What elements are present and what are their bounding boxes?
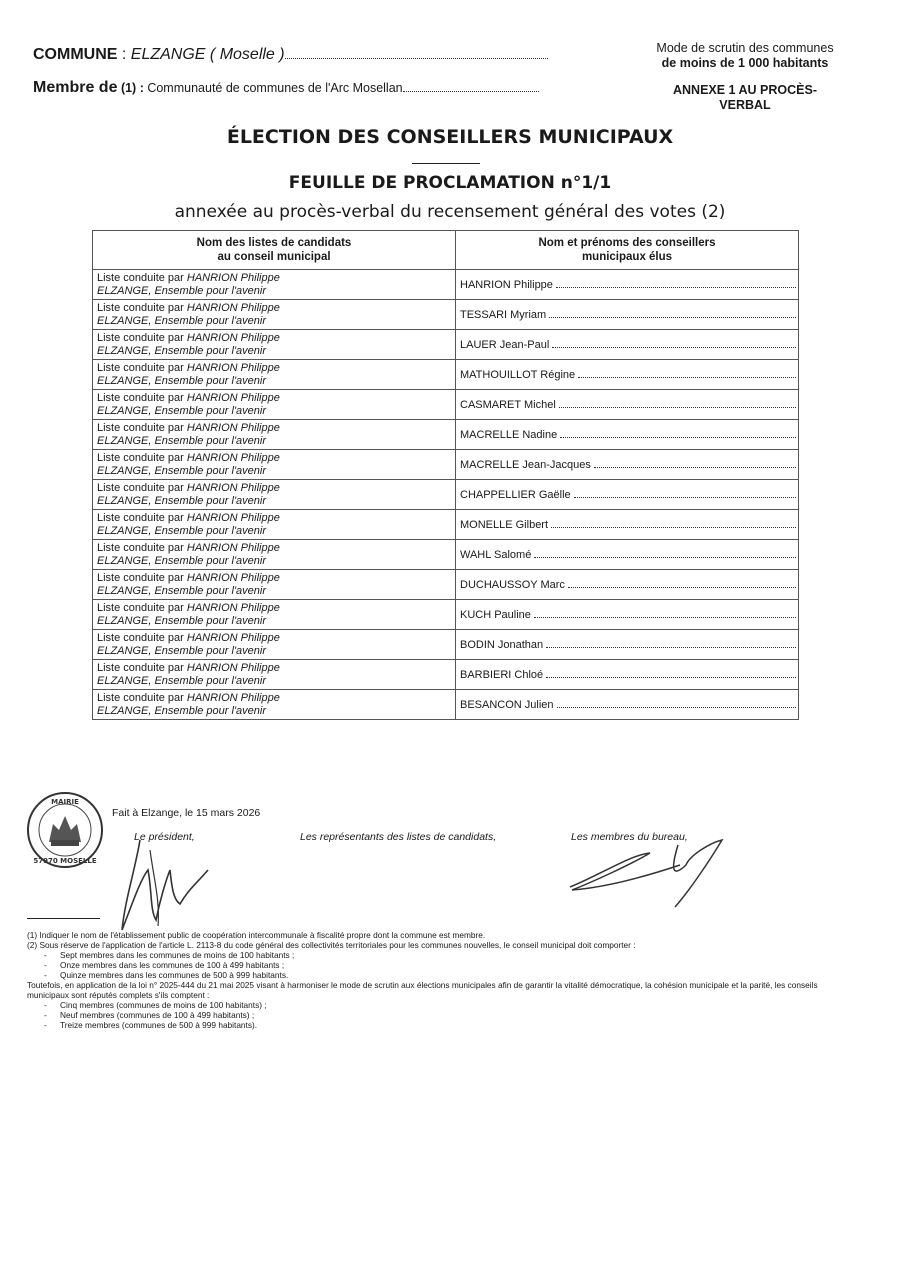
commune-dotted-line <box>285 48 548 59</box>
elected-name: BODIN Jonathan <box>460 638 544 651</box>
list-name: ELZANGE, Ensemble pour l'avenir <box>97 374 267 387</box>
elected-cell <box>456 360 799 390</box>
table-row <box>93 570 799 600</box>
elected-name: BESANCON Julien <box>460 698 554 711</box>
list-line2 <box>97 345 455 358</box>
elected-entry <box>460 429 796 441</box>
list-line1 <box>97 602 455 615</box>
list-cell <box>93 600 456 630</box>
elected-cell <box>456 510 799 540</box>
footnote-toutefois-item: - Treize membres (communes de 500 à 999 habitants). <box>44 1020 258 1030</box>
table-row <box>93 420 799 450</box>
president-signature-icon <box>110 830 220 940</box>
annex-subtitle: annexée au procès-verbal du recensement général des votes (2) <box>174 202 726 222</box>
voting-mode-line1: Mode de scrutin des communes <box>656 41 834 55</box>
table-row <box>93 360 799 390</box>
elected-entry <box>460 519 796 531</box>
list-line2 <box>97 495 455 508</box>
elected-cell <box>456 390 799 420</box>
dotted-fill <box>594 467 796 468</box>
list-line2 <box>97 285 455 298</box>
list-head: HANRION Philippe <box>186 302 280 314</box>
dotted-fill <box>552 347 796 348</box>
list-line2 <box>97 645 455 658</box>
table-row <box>93 630 799 660</box>
footnote-toutefois-item: - Cinq membres (communes de moins de 100 habitants) ; <box>44 1000 267 1010</box>
elected-entry <box>460 579 796 591</box>
list-head: HANRION Philippe <box>186 362 280 374</box>
table-header-row <box>93 231 799 270</box>
list-cell <box>93 450 456 480</box>
list-name: ELZANGE, Ensemble pour l'avenir <box>97 674 267 687</box>
elected-cell <box>456 540 799 570</box>
list-name: ELZANGE, Ensemble pour l'avenir <box>97 584 267 597</box>
elected-cell <box>456 420 799 450</box>
elected-cell <box>456 270 799 300</box>
elected-cell <box>456 570 799 600</box>
footnote-2-item: - Quinze membres dans les communes de 500 à 999 habitants. <box>44 970 289 980</box>
list-line1 <box>97 362 455 375</box>
membre-ref: (1) : <box>117 81 148 95</box>
list-head: HANRION Philippe <box>186 512 280 524</box>
elected-entry <box>460 489 796 501</box>
list-prefix: Liste conduite par <box>97 542 187 554</box>
list-prefix: Liste conduite par <box>97 482 187 494</box>
annex-label: ANNEXE 1 AU PROCÈS-VERBAL <box>672 83 817 112</box>
dotted-fill <box>534 557 796 558</box>
list-head: HANRION Philippe <box>186 692 280 704</box>
mayor-stamp-icon <box>25 790 105 870</box>
list-line1 <box>97 452 455 465</box>
list-head: HANRION Philippe <box>186 662 280 674</box>
elected-name: MACRELLE Jean-Jacques <box>460 458 591 471</box>
footnote-1: (1) Indiquer le nom de l'établissement public de coopération intercommunale à fiscalité propre dont la commune est membre. <box>27 930 486 940</box>
dotted-fill <box>578 377 796 378</box>
elected-entry <box>460 279 796 291</box>
footnote-toutefois: Toutefois, en application de la loi n° 2025-444 du 21 mai 2025 visant à harmoniser le mode de scrutin aux élections municipales afin de garantir la vitalité démocratique, la cohésion municipale et la parité, les conseils municipaux sont réputés complets s'ils comptent : <box>27 980 818 1000</box>
bureau-signature-icon <box>560 835 735 915</box>
list-name: ELZANGE, Ensemble pour l'avenir <box>97 554 267 567</box>
dotted-fill <box>534 617 796 618</box>
footnote-toutefois-item: - Neuf membres (communes de 100 à 499 habitants) ; <box>44 1010 255 1020</box>
col-elected-header-line2: municipaux élus <box>581 251 673 263</box>
elected-cell <box>456 690 799 720</box>
list-name: ELZANGE, Ensemble pour l'avenir <box>97 284 267 297</box>
list-cell <box>93 360 456 390</box>
table-row <box>93 390 799 420</box>
list-cell <box>93 480 456 510</box>
list-line2 <box>97 615 455 628</box>
list-cell <box>93 330 456 360</box>
elected-cell <box>456 600 799 630</box>
voting-mode-note <box>645 41 845 71</box>
col-elected-header-line1: Nom et prénoms des conseillers <box>538 237 716 249</box>
elected-name: WAHL Salomé <box>460 548 532 561</box>
page-title: ÉLECTION DES CONSEILLERS MUNICIPAUX <box>226 126 674 148</box>
list-head: HANRION Philippe <box>186 482 280 494</box>
list-prefix: Liste conduite par <box>97 452 187 464</box>
elected-cell <box>456 300 799 330</box>
elected-entry <box>460 369 796 381</box>
elected-entry <box>460 549 796 561</box>
list-cell <box>93 390 456 420</box>
list-line1 <box>97 302 455 315</box>
list-cell <box>93 660 456 690</box>
footnote-2-item: - Sept membres dans les communes de moins de 100 habitants ; <box>44 950 295 960</box>
list-prefix: Liste conduite par <box>97 572 187 584</box>
president-label: Le président, <box>134 831 195 843</box>
list-name: ELZANGE, Ensemble pour l'avenir <box>97 494 267 507</box>
svg-text:MAIRIE: MAIRIE <box>51 798 79 806</box>
list-name: ELZANGE, Ensemble pour l'avenir <box>97 314 267 327</box>
representatives-label: Les représentants des listes de candidats, <box>300 831 497 843</box>
footnote-toutefois-item-text: Neuf membres (communes de 100 à 499 habitants) ; <box>60 1010 255 1020</box>
list-prefix: Liste conduite par <box>97 362 187 374</box>
elected-name: CHAPPELLIER Gaëlle <box>460 488 571 501</box>
list-name: ELZANGE, Ensemble pour l'avenir <box>97 644 267 657</box>
footnotes <box>27 930 837 1030</box>
list-prefix: Liste conduite par <box>97 662 187 674</box>
table-row <box>93 510 799 540</box>
list-head: HANRION Philippe <box>186 572 280 584</box>
list-prefix: Liste conduite par <box>97 512 187 524</box>
list-name: ELZANGE, Ensemble pour l'avenir <box>97 464 267 477</box>
elected-entry <box>460 459 796 471</box>
col-lists-header-line1: Nom des listes de candidats <box>196 237 352 249</box>
list-line2 <box>97 585 455 598</box>
list-name: ELZANGE, Ensemble pour l'avenir <box>97 524 267 537</box>
footnote-2-item-text: Onze membres dans les communes de 100 à 499 habitants ; <box>60 960 285 970</box>
list-line1 <box>97 482 455 495</box>
bureau-label: Les membres du bureau, <box>571 831 688 843</box>
svg-text:57970 MOSELLE: 57970 MOSELLE <box>33 857 97 865</box>
list-line1 <box>97 422 455 435</box>
elected-name: MATHOUILLOT Régine <box>460 368 576 381</box>
dotted-fill <box>557 707 796 708</box>
list-line2 <box>97 315 455 328</box>
list-name: ELZANGE, Ensemble pour l'avenir <box>97 344 267 357</box>
proclamation-table <box>92 230 799 720</box>
dotted-fill <box>556 287 796 288</box>
list-head: HANRION Philippe <box>186 332 280 344</box>
footnote-2-item: - Onze membres dans les communes de 100 à 499 habitants ; <box>44 960 285 970</box>
place-date: Fait à Elzange, le 15 mars 2026 <box>112 807 261 819</box>
dotted-fill <box>546 677 796 678</box>
elected-cell <box>456 480 799 510</box>
elected-name: KUCH Pauline <box>460 608 531 621</box>
footnote-toutefois-item-text: Cinq membres (communes de moins de 100 habitants) ; <box>60 1000 267 1010</box>
sheet-title: FEUILLE DE PROCLAMATION n°1/1 <box>288 173 612 193</box>
list-prefix: Liste conduite par <box>97 272 187 284</box>
col-elected-header <box>456 231 799 270</box>
col-lists-header-line2: au conseil municipal <box>217 251 331 263</box>
elected-name: CASMARET Michel <box>460 398 556 411</box>
list-prefix: Liste conduite par <box>97 332 187 344</box>
list-line2 <box>97 555 455 568</box>
list-line2 <box>97 465 455 478</box>
list-name: ELZANGE, Ensemble pour l'avenir <box>97 404 267 417</box>
table-row <box>93 690 799 720</box>
elected-entry <box>460 609 796 621</box>
commune-separator: : <box>117 46 131 63</box>
list-head: HANRION Philippe <box>186 422 280 434</box>
dotted-fill <box>560 437 796 438</box>
list-cell <box>93 420 456 450</box>
elected-name: DUCHAUSSOY Marc <box>460 578 565 591</box>
list-cell <box>93 690 456 720</box>
list-line2 <box>97 525 455 538</box>
list-name: ELZANGE, Ensemble pour l'avenir <box>97 614 267 627</box>
list-cell <box>93 570 456 600</box>
footnote-2-item-text: Sept membres dans les communes de moins de 100 habitants ; <box>60 950 295 960</box>
table-row <box>93 270 799 300</box>
list-head: HANRION Philippe <box>186 272 280 284</box>
footnote-toutefois-item-text: Treize membres (communes de 500 à 999 habitants). <box>60 1020 258 1030</box>
list-line2 <box>97 405 455 418</box>
list-name: ELZANGE, Ensemble pour l'avenir <box>97 434 267 447</box>
elected-cell <box>456 330 799 360</box>
table-row <box>93 600 799 630</box>
list-line1 <box>97 632 455 645</box>
elected-entry <box>460 699 796 711</box>
list-prefix: Liste conduite par <box>97 392 187 404</box>
list-line2 <box>97 435 455 448</box>
elected-name: LAUER Jean-Paul <box>460 338 550 351</box>
dotted-fill <box>568 587 796 588</box>
list-line2 <box>97 675 455 688</box>
col-lists-header <box>93 231 456 270</box>
list-head: HANRION Philippe <box>186 392 280 404</box>
list-prefix: Liste conduite par <box>97 422 187 434</box>
elected-cell <box>456 450 799 480</box>
list-prefix: Liste conduite par <box>97 632 187 644</box>
dotted-fill <box>551 527 796 528</box>
list-head: HANRION Philippe <box>186 632 280 644</box>
elected-name: TESSARI Myriam <box>460 308 547 321</box>
membre-dotted-line <box>403 81 539 92</box>
elected-cell <box>456 660 799 690</box>
footnote-2: (2) Sous réserve de l'application de l'article L. 2113-8 du code général des collectivités territoriales pour les communes nouvelles, le conseil municipal doit comporter : <box>27 940 636 950</box>
elected-cell <box>456 630 799 660</box>
elected-name: BARBIERI Chloé <box>460 668 544 681</box>
dotted-fill <box>546 647 796 648</box>
list-line1 <box>97 272 455 285</box>
list-name: ELZANGE, Ensemble pour l'avenir <box>97 704 267 717</box>
title-divider <box>412 163 480 164</box>
table-row <box>93 330 799 360</box>
table-row <box>93 450 799 480</box>
dotted-fill <box>559 407 796 408</box>
elected-name: MONELLE Gilbert <box>460 518 549 531</box>
list-cell <box>93 510 456 540</box>
membre-value: Communauté de communes de l'Arc Mosellan <box>147 81 403 95</box>
elected-entry <box>460 339 796 351</box>
elected-entry <box>460 309 796 321</box>
list-prefix: Liste conduite par <box>97 602 187 614</box>
list-line2 <box>97 705 455 718</box>
table-row <box>93 480 799 510</box>
voting-mode-line2: de moins de 1 000 habitants <box>661 56 829 70</box>
elected-name: HANRION Philippe <box>460 278 553 291</box>
membre-label: Membre de <box>33 79 118 96</box>
list-line1 <box>97 692 455 705</box>
commune-line <box>33 46 548 64</box>
list-prefix: Liste conduite par <box>97 302 187 314</box>
commune-value: ELZANGE ( Moselle ) <box>130 46 285 63</box>
list-line1 <box>97 542 455 555</box>
list-line1 <box>97 392 455 405</box>
table-row <box>93 660 799 690</box>
list-line1 <box>97 662 455 675</box>
elected-name: MACRELLE Nadine <box>460 428 558 441</box>
dotted-fill <box>574 497 796 498</box>
footnote-divider <box>27 918 100 919</box>
list-cell <box>93 300 456 330</box>
elected-entry <box>460 399 796 411</box>
list-line1 <box>97 572 455 585</box>
list-line1 <box>97 332 455 345</box>
list-head: HANRION Philippe <box>186 452 280 464</box>
list-head: HANRION Philippe <box>186 602 280 614</box>
list-head: HANRION Philippe <box>186 542 280 554</box>
table-row <box>93 300 799 330</box>
table-row <box>93 540 799 570</box>
membre-line <box>33 79 539 97</box>
list-prefix: Liste conduite par <box>97 692 187 704</box>
elected-entry <box>460 639 796 651</box>
list-line2 <box>97 375 455 388</box>
footnote-2-item-text: Quinze membres dans les communes de 500 à 999 habitants. <box>60 970 289 980</box>
dotted-fill <box>549 317 796 318</box>
list-cell <box>93 630 456 660</box>
list-line1 <box>97 512 455 525</box>
elected-entry <box>460 669 796 681</box>
commune-label: COMMUNE <box>33 46 118 63</box>
list-cell <box>93 540 456 570</box>
list-cell <box>93 270 456 300</box>
